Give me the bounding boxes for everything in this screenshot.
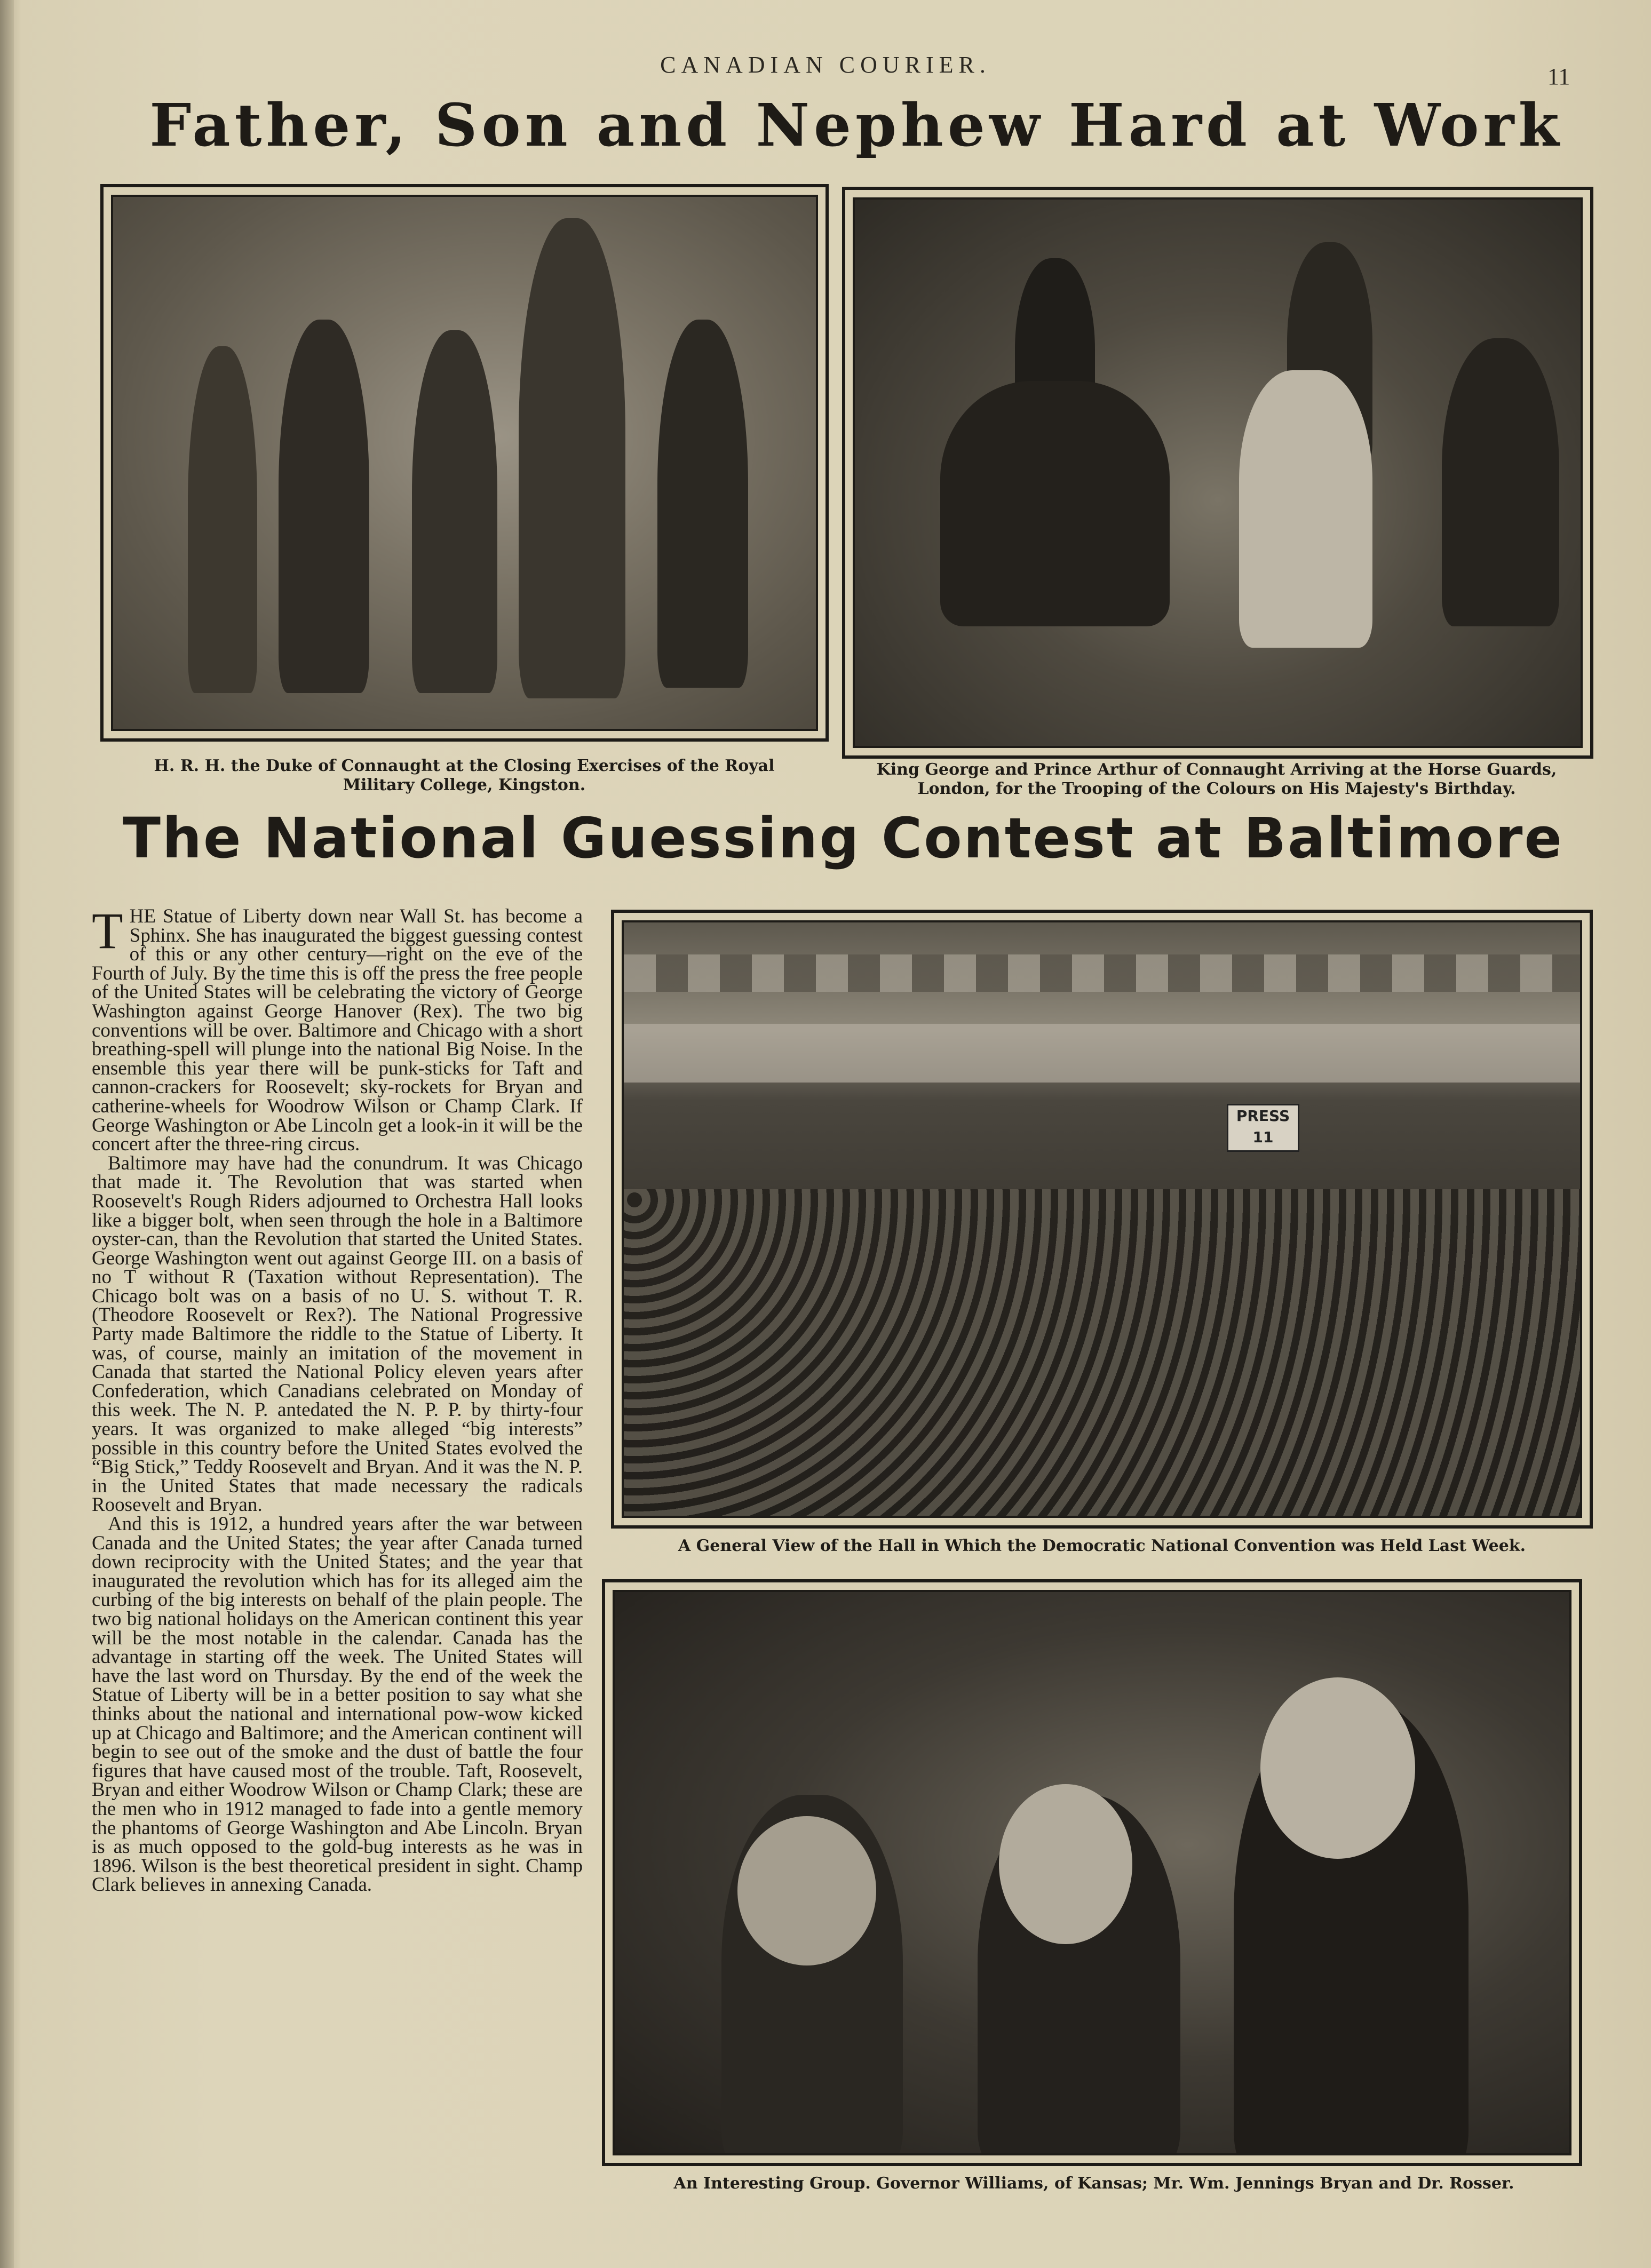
headline-guessing-contest: The National Guessing Contest at Baltimore [123, 806, 1563, 871]
photo-gallery-crowd [624, 1024, 1580, 1083]
photo-figure [188, 346, 257, 693]
photo-frame-convention-hall [611, 910, 1593, 1529]
caption-king: King George and Prince Arthur of Connaught Arriving at the Horse Guards, London, for the Trooping of the Colours on His Majesty's Birthday. [876, 760, 1557, 798]
headline-father-son-nephew: Father, Son and Nephew Hard at Work [149, 91, 1563, 160]
photo-figure [999, 1784, 1132, 1944]
photo-figure [657, 320, 748, 688]
article-body [92, 902, 583, 1896]
photo-frame-group [602, 1579, 1582, 2166]
photo-floor-crowd [624, 1189, 1580, 1518]
article-paragraph-1 [92, 902, 583, 1156]
caption-group: An Interesting Group. Governor Williams, of Kansas; Mr. Wm. Jennings Bryan and Dr. Rosser. [673, 2174, 1514, 2193]
drop-cap: T [92, 902, 123, 959]
photo-figure [412, 330, 497, 693]
photo-figure [1260, 1677, 1415, 1859]
photo-king-george [853, 197, 1583, 748]
page-number: 11 [1547, 63, 1570, 90]
photo-duke-of-connaught [111, 195, 818, 731]
photo-figure [940, 381, 1170, 626]
press-sign: PRESS 11 [1227, 1104, 1299, 1152]
photo-frame-king [842, 187, 1593, 759]
photo-figure [279, 320, 369, 693]
photo-bunting [624, 954, 1580, 992]
binding-gutter [0, 0, 14, 2268]
photo-figure [1239, 370, 1372, 648]
caption-convention-hall: A General View of the Hall in Which the Democratic National Convention was Held Last Week. [678, 1537, 1526, 1555]
article-paragraph-2: Baltimore may have had the conundrum. It was Chicago that made it. The Revolution that was started when Roosevelt's Rough Riders adjourned to Orchestra Hall looks like a bigger bolt, when seen through the hole in a Baltimore oyster-can, than the Revolution that started the United States. George Washington went out against George III. on a basis of no T without R (Taxation without Representation). The Chicago bolt was on a basis of no U. S. without T. R. (Theodore Roosevelt or Rex?). The National Progressive Party made Baltimore the riddle to the Statue of Liberty. It was, of course, mainly an imitation of the movement in Canada that started the National Policy eleven years after Confederation, which Canadians celebrated on Monday of this week. The N. P. antedated the N. P. P. by thirty-four years. It was organized to make alleged “big interests” possible in this country before the United States evolved the “Big Stick,” Teddy Roosevelt and Bryan. And it was the N. P. in the United States that made necessary the radicals Roosevelt and Bryan. [92, 1152, 583, 1516]
photo-interesting-group [613, 1590, 1571, 2155]
article-text-1: HE Statue of Liberty down near Wall St. has become a Sphinx. She has inaugurated the biggest guessing contest of this or any other century—right on the eve of the Fourth of July. By the time this is off the press the free people of the United States will be celebrating the victory of George Washington against George Hanover (Rex). The two big conventions will be over. Baltimore and Chicago with a short breathing-spell will plunge into the national Big Noise. In the ensemble this year there will be punk-sticks for Taft and cannon-crackers for Roosevelt; sky-rockets for Bryan and catherine-wheels for Woodrow Wilson or Champ Clark. If George Washington or Abe Lincoln get a look-in it will be the concert after the three-ring circus. [92, 905, 583, 1156]
photo-figure [737, 1816, 876, 1965]
running-head: CANADIAN COURIER. [660, 52, 991, 78]
photo-figure [519, 218, 625, 698]
photo-convention-hall [622, 920, 1582, 1518]
article-paragraph-3: And this is 1912, a hundred years after the war between Canada and the United States; the year after Canada turned down reciprocity with the United States; and the year that inaugurated the revolution which has for its alleged aim the curbing of the big interests on behalf of the plain people. The two big national holidays on the American continent this year will be the most notable in the calendar. Canada has the advantage in starting off the week. The United States will have the last word on Thursday. By the end of the week the Statue of Liberty will be in a better position to say what she thinks about the national and international pow-wow kicked up at Chicago and Baltimore; and the American continent will begin to see out of the smoke and the dust of battle the four figures that have caused most of the trouble. Taft, Roosevelt, Bryan and either Woodrow Wilson or Champ Clark; these are the men who in 1912 managed to fade into a gentle memory the phantoms of George Washington and Abe Lincoln. Bryan is as much opposed to the gold-bug interests as he was in 1896. Wilson is the best theoretical president in sight. Champ Clark believes in annexing Canada. [92, 1513, 583, 1896]
photo-figure [1442, 338, 1559, 626]
photo-frame-duke [100, 184, 829, 742]
caption-duke: H. R. H. the Duke of Connaught at the Closing Exercises of the Royal Military College, Kingston. [154, 757, 775, 794]
